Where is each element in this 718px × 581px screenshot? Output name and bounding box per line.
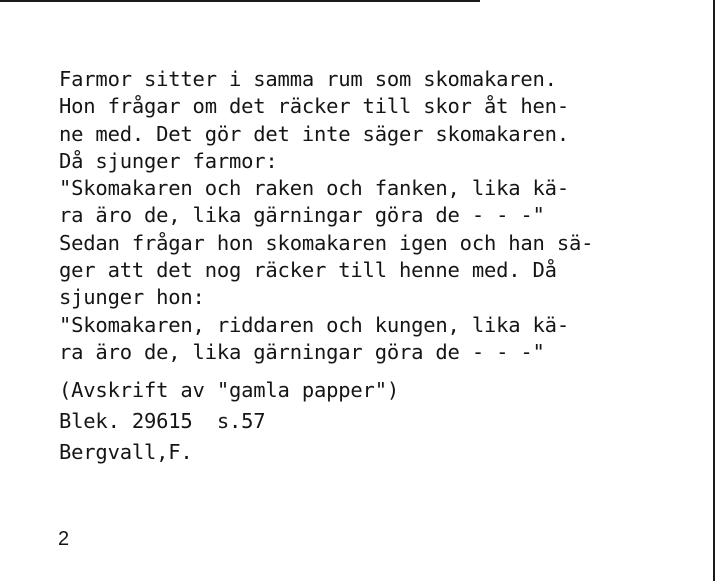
author-name: Bergvall,F. <box>59 440 193 465</box>
text-line: Hon frågar om det räcker till skor åt hen- <box>59 94 569 119</box>
typed-transcript <box>59 66 593 468</box>
text-line: sjunger hon: <box>59 285 205 310</box>
song-line: ra äro de, lika gärningar göra de - - -" <box>59 339 545 364</box>
text-line: ne med. Det gör det inte säger skomakaren. <box>59 121 569 146</box>
archive-reference: Blek. 29615 s.57 <box>59 409 266 434</box>
card-right-border <box>713 0 715 581</box>
song-line: "Skomakaren, riddaren och kungen, lika kä- <box>59 312 569 337</box>
text-line: Då sjunger farmor: <box>59 148 278 173</box>
text-line: ger att det nog räcker till henne med. Då <box>59 258 557 283</box>
spacer <box>59 366 593 375</box>
song-line: "Skomakaren och raken och fanken, lika kä- <box>59 176 569 201</box>
page-number: 2 <box>58 528 70 550</box>
source-note: (Avskrift av "gamla papper") <box>59 378 399 403</box>
text-line: Sedan frågar hon skomakaren igen och han sä- <box>59 230 594 255</box>
text-line: Farmor sitter i samma rum som skomakaren. <box>59 67 557 91</box>
song-line: ra äro de, lika gärningar göra de - - -" <box>59 203 545 228</box>
card-top-border <box>0 0 480 2</box>
